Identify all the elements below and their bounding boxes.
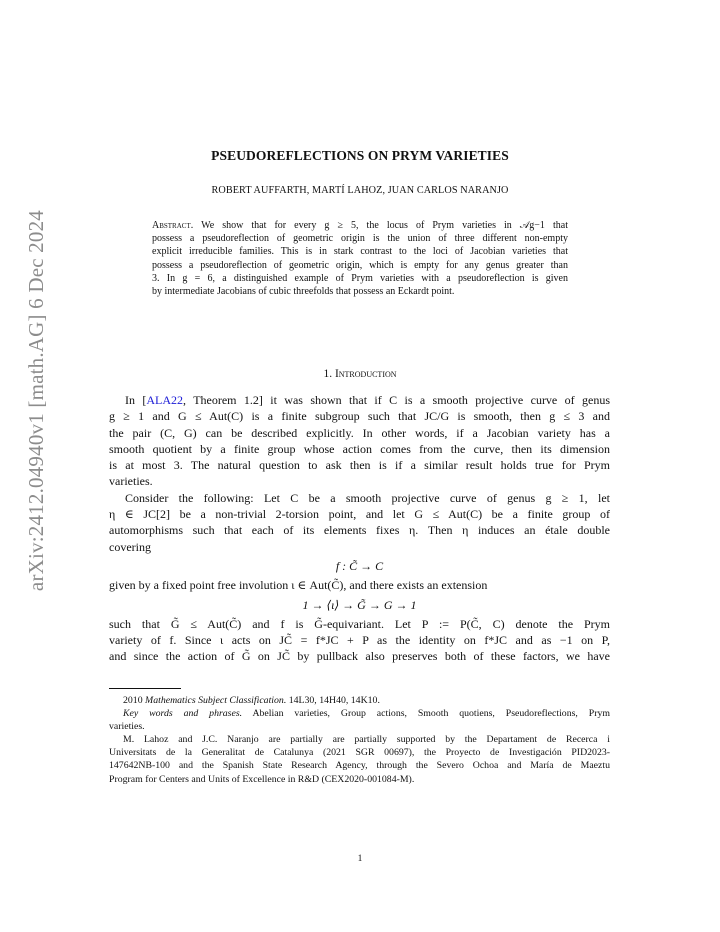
arxiv-identifier-stamp[interactable]: arXiv:2412.04940v1 [math.AG] 6 Dec 2024 bbox=[24, 210, 48, 592]
display-equation-covering: f : C̃ → C bbox=[335, 558, 384, 573]
footnote-funding-line: Program for Centers and Units of Excellence in R&D (CEX2020-001084-M). bbox=[109, 773, 415, 785]
body-line: In [ALA22, Theorem 1.2] it was shown that if C is a smooth projective curve of genus bbox=[125, 393, 610, 407]
section-number: 1. bbox=[323, 368, 333, 380]
abstract bbox=[152, 219, 568, 298]
section-body bbox=[109, 392, 610, 665]
body-line: Consider the following: Let C be a smooth projective curve of genus g ≥ 1, let bbox=[125, 490, 610, 505]
page-number: 1 bbox=[357, 854, 363, 864]
abstract-label: Abstract. bbox=[152, 220, 194, 231]
body-line: η ∈ JC[2] be a non-trivial 2-torsion point, and let G ≤ Aut(C) be a finite group of bbox=[109, 507, 610, 522]
paper-title: PSEUDOREFLECTIONS ON PRYM VARIETIES bbox=[211, 148, 509, 163]
citation-link[interactable]: ALA22 bbox=[146, 393, 184, 407]
abstract-line: 3. In g = 6, a distinguished example of Prym varieties with a pseudoreflection is given bbox=[152, 272, 568, 284]
footnote-funding-line: M. Lahoz and J.C. Naranjo are partially are partially supported by the Departament de Recerca i bbox=[123, 734, 610, 746]
footnote-keywords-cont: varieties. bbox=[109, 721, 145, 733]
abstract-line: possess a pseudoreflection of geometric origin, which is empty for any genus greater than bbox=[152, 259, 568, 271]
body-line: such that G̃ ≤ Aut(C̃) and f is G̃-equivariant. Let P := P(C̃, C) denote the Prym bbox=[109, 616, 610, 631]
abstract-line: Abstract. We show that for every g ≥ 5, the locus of Prym varieties in 𝒜g−1 that bbox=[152, 220, 568, 231]
footnote-keywords: Key words and phrases. Abelian varieties, Group actions, Smooth quotiens, Pseudoreflections, Prym bbox=[123, 708, 610, 720]
section-title-text: Introduction bbox=[334, 368, 397, 380]
body-line: is at most 3. The natural question to ask then is if a similar result holds true for Prym bbox=[109, 458, 610, 473]
section-heading bbox=[0, 368, 720, 380]
footnote-msc: 2010 Mathematics Subject Classification. 14L30, 14H40, 14K10. bbox=[123, 695, 380, 706]
footnote-funding-line: 147642NB-100 and the Spanish State Research Agency, through the Severo Ochoa and María de Maeztu bbox=[109, 760, 610, 772]
body-line: varieties. bbox=[109, 474, 153, 489]
abstract-line: by intermediate Jacobians of cubic threefolds that possess an Eckardt point. bbox=[152, 286, 455, 298]
display-equation-extension: 1 → ⟨ι⟩ → G̃ → G → 1 bbox=[302, 597, 417, 612]
abstract-line: possess a pseudoreflection of geometric origin is the union of three different non-empty bbox=[152, 233, 568, 245]
body-line: smooth quotient by a finite group whose action comes from the curve, then its dimension bbox=[109, 441, 610, 456]
body-line: and since the action of G̃ on JC̃ by pullback also preserves both of these factors, we have bbox=[109, 649, 610, 664]
footnote-rule bbox=[109, 688, 181, 689]
body-line: covering bbox=[109, 539, 151, 554]
body-line: given by a fixed point free involution ι ∈ Aut(C̃), and there exists an extension bbox=[109, 578, 488, 593]
footnote-funding-line: Universitats de la Generalitat de Catalunya (2021 SGR 00697), the Proyecto de Investigación PID2023- bbox=[109, 747, 610, 759]
body-line: automorphisms such that each of its elements fixes η. Then η induces an étale double bbox=[109, 523, 610, 538]
body-line: the pair (C, G) can be described explicitly. In other words, if a Jacobian variety has a bbox=[109, 425, 610, 440]
body-line: variety of f. Since ι acts on JC̃ = f*JC + P as the identity on f*JC and as −1 on P, bbox=[109, 633, 610, 648]
body-line: g ≥ 1 and G ≤ Aut(C) is a finite subgroup such that JC/G is smooth, then g ≤ 3 and bbox=[109, 409, 610, 424]
author-list: ROBERT AUFFARTH, MARTÍ LAHOZ, JUAN CARLOS NARANJO bbox=[211, 185, 509, 196]
abstract-line: explicit irreducible families. This is in stark contrast to the loci of Jacobian varieties that bbox=[152, 246, 568, 258]
footnotes bbox=[109, 694, 610, 786]
